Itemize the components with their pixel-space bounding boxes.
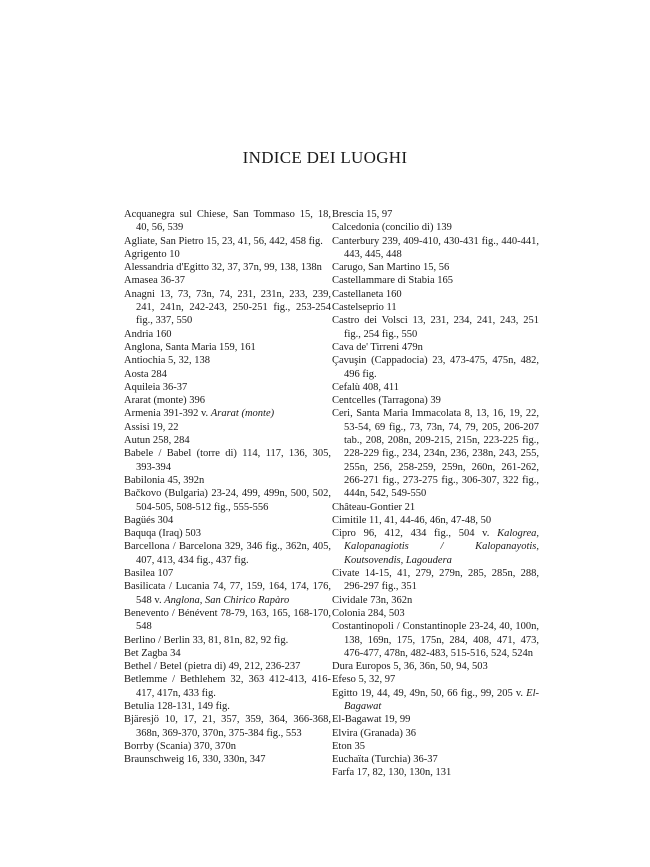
page-title: INDICE DEI LUOGHI xyxy=(242,148,408,167)
index-entry: Betlemme / Bethlehem 32, 363 412-413, 416-417, 417n, 433 fig. xyxy=(124,674,331,699)
index-entry: El-Bagawat 19, 99 xyxy=(332,714,411,726)
cross-reference: El-Bagawat xyxy=(344,687,539,712)
index-column-right xyxy=(332,208,539,780)
index-entry: Bethel / Betel (pietra di) 49, 212, 236-237 xyxy=(124,661,301,673)
index-entry: Anglona, Santa Maria 159, 161 xyxy=(124,341,256,353)
index-entry: Castellammare di Stabia 165 xyxy=(332,275,454,287)
index-entry: Canterbury 239, 409-410, 430-431 fig., 440-441, 443, 445, 448 xyxy=(332,235,539,260)
index-entry: Antiochia 5, 32, 138 xyxy=(124,355,211,367)
index-entry: Amasea 36-37 xyxy=(124,275,185,287)
index-entry: Anagni 13, 73, 73n, 74, 231, 231n, 233, 239, 241, 241n, 242-243, 250-251 fig., 253-254 fig., 337, 550 xyxy=(124,288,331,327)
index-entry: Bagüés 304 xyxy=(124,514,174,526)
index-entry: Cimitile 11, 41, 44-46, 46n, 47-48, 50 xyxy=(332,514,492,526)
index-entry: Farfa 17, 82, 130, 130n, 131 xyxy=(332,767,452,779)
index-entry: Benevento / Bénévent 78-79, 163, 165, 168-170, 548 xyxy=(124,607,331,633)
index-entry: Aquileia 36-37 xyxy=(124,381,188,393)
index-entry: Betulia 128-131, 149 fig. xyxy=(124,700,230,712)
index-column-left xyxy=(124,208,331,766)
index-entry: Ararat (monte) 396 xyxy=(124,395,206,407)
cross-reference: Anglona, San Chirico Rapàro xyxy=(164,594,290,606)
index-entry: Bjäresjö 10, 17, 21, 357, 359, 364, 366-368, 368n, 369-370, 370n, 375-384 fig., 553 xyxy=(124,714,331,739)
index-entry: Agliate, San Pietro 15, 23, 41, 56, 442, 458 fig. xyxy=(124,235,323,247)
index-entry: Ceri, Santa Maria Immacolata 8, 13, 16, 19, 22, 53-54, 69 fig., 73, 73n, 74, 79, 205, 206-207 tab., 208, 208n, 209-215, 215n, 223-225 fig., 228-229 fig., 234, 234n, 236, 238n, 243, 255, 255n, 256, 258-259, 259n, 260n, 261-262, 266-271 fig., 273-275 fig., 306-307, 322 fig., 444n, 542, 549-550 xyxy=(332,408,539,500)
index-entry: Aosta 284 xyxy=(124,368,167,380)
index-entry: Colonia 284, 503 xyxy=(332,607,405,619)
index-entry: Baquqa (Iraq) 503 xyxy=(124,528,201,540)
index-entry: Efeso 5, 32, 97 xyxy=(332,674,396,686)
index-entry: Elvira (Granada) 36 xyxy=(332,727,416,739)
index-entry: Agrigento 10 xyxy=(124,248,180,260)
index-entry: Cipro 96, 412, 434 fig., 504 v. Kalogrea, Kalopanagiotis / Kalopanayotis, Koutsovendis, Lagoudera xyxy=(332,528,539,566)
cross-reference: Ararat (monte) xyxy=(210,408,275,420)
index-entry: Bet Zagba 34 xyxy=(124,647,181,659)
index-entry: Eton 35 xyxy=(332,740,365,752)
index-entry: Barcellona / Barcelona 329, 346 fig., 362n, 405, 407, 413, 434 fig., 437 fig. xyxy=(124,541,331,566)
index-entry: Euchaïta (Turchia) 36-37 xyxy=(332,754,438,766)
index-entry: Cividale 73n, 362n xyxy=(332,594,413,606)
index-entry: Acquanegra sul Chiese, San Tommaso 15, 18, 40, 56, 539 xyxy=(124,209,331,234)
index-entry: Basilicata / Lucania 74, 77, 159, 164, 174, 176, 548 v. Anglona, San Chirico Rapàro xyxy=(124,581,331,606)
index-entry: Centcelles (Tarragona) 39 xyxy=(332,395,441,407)
index-entry: Carugo, San Martino 15, 56 xyxy=(332,262,450,274)
index-entry: Armenia 391-392 v. Ararat (monte) xyxy=(124,408,275,420)
index-entry: Castelseprio 11 xyxy=(332,302,397,314)
index-entry: Calcedonia (concilio di) 139 xyxy=(332,222,452,234)
index-entry: Castro dei Volsci 13, 231, 234, 241, 243, 251 fig., 254 fig., 550 xyxy=(332,315,539,340)
index-entry: Borrby (Scania) 370, 370n xyxy=(124,740,236,752)
index-entry: Dura Europos 5, 36, 36n, 50, 94, 503 xyxy=(332,661,488,673)
index-entry: Babele / Babel (torre di) 114, 117, 136, 305, 393-394 xyxy=(124,448,331,473)
index-entry: Alessandria d'Egitto 32, 37, 37n, 99, 138, 138n xyxy=(124,262,322,274)
index-entry: Braunschweig 16, 330, 330n, 347 xyxy=(124,754,266,766)
index-entry: Andria 160 xyxy=(124,328,172,340)
index-entry: Brescia 15, 97 xyxy=(332,209,393,220)
index-entry: Château-Gontier 21 xyxy=(332,501,416,513)
index-entry: Babilonia 45, 392n xyxy=(124,474,205,486)
index-entry: Cava de' Tirreni 479n xyxy=(332,341,423,353)
index-entry: Çavuşin (Cappadocia) 23, 473-475, 475n, 482, 496 fig. xyxy=(332,355,539,380)
index-entry: Castellaneta 160 xyxy=(332,288,402,300)
cross-reference: Kalogrea, Kalopanagiotis / Kalopanayotis, Koutsovendis, Lagoudera xyxy=(344,528,539,566)
index-entry: Cefalù 408, 411 xyxy=(332,381,399,393)
index-entry: Basilea 107 xyxy=(124,568,174,580)
index-entry: Egitto 19, 44, 49, 49n, 50, 66 fig., 99, 205 v. El-Bagawat xyxy=(332,687,539,712)
index-entry: Bačkovo (Bulgaria) 23-24, 499, 499n, 500, 502, 504-505, 508-512 fig., 555-556 xyxy=(124,488,331,513)
index-entry: Costantinopoli / Constantinople 23-24, 40, 100n, 138, 169n, 175, 175n, 284, 408, 471, 473, 476-477, 478n, 482-483, 515-516, 524, 524n xyxy=(332,621,539,659)
index-entry: Autun 258, 284 xyxy=(124,435,190,447)
index-entry: Berlino / Berlin 33, 81, 81n, 82, 92 fig. xyxy=(124,634,289,646)
index-entry: Civate 14-15, 41, 279, 279n, 285, 285n, 288, 296-297 fig., 351 xyxy=(332,568,539,593)
index-entry: Assisi 19, 22 xyxy=(124,421,179,433)
